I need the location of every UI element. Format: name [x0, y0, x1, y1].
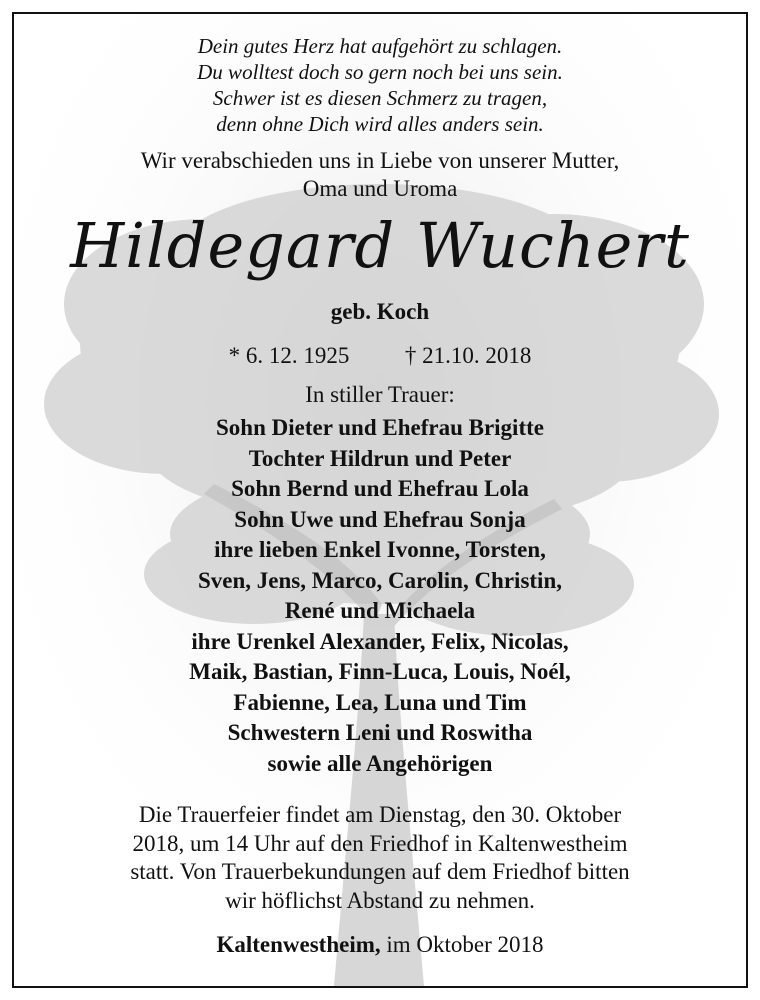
signature-line [14, 931, 746, 959]
mourning-heading: In stiller Trauer: [305, 382, 455, 407]
life-dates [14, 342, 746, 370]
obituary-notice [12, 12, 748, 988]
family-line: René und Michaela [284, 598, 476, 623]
funeral-info-line: Die Trauerfeier findet am Dienstag, den 30. Oktober [138, 802, 622, 827]
family-line: Sohn Uwe und Ehefrau Sonja [234, 506, 526, 532]
family-line: Sohn Dieter und Ehefrau Brigitte [216, 415, 544, 440]
poem-line: Dein gutes Herz hat aufgehört zu schlagen. [197, 34, 563, 58]
family-line: ihre lieben Enkel Ivonne, Torsten, [214, 537, 546, 562]
family-line: ihre Urenkel Alexander, Felix, Nicolas, [191, 628, 569, 654]
signature-date: im Oktober 2018 [386, 932, 544, 957]
intro-line: Oma und Uroma [302, 176, 458, 201]
poem-line: Schwer ist es diesen Schmerz zu tragen, [212, 86, 548, 110]
family-line: Maik, Bastian, Finn-Luca, Louis, Noél, [189, 659, 571, 684]
family-line: Fabienne, Lea, Luna und Tim [233, 689, 527, 715]
deceased-name: Hildegard Wuchert [70, 209, 690, 282]
family-line: Sven, Jens, Marco, Carolin, Christin, [198, 567, 562, 593]
intro-line: Wir verabschieden uns in Liebe von unserer Mutter, [140, 148, 620, 173]
funeral-info-line: wir höflichst Abstand zu nehmen. [225, 887, 535, 913]
family-line: Tochter Hildrun und Peter [248, 445, 512, 471]
poem-line: denn ohne Dich wird alles anders sein. [216, 112, 544, 136]
poem-line: Du wolltest doch so gern noch bei uns sein. [197, 60, 563, 84]
notice-content [14, 14, 746, 986]
funeral-info-line: 2018, um 14 Uhr auf den Friedhof in Kaltenwestheim [132, 830, 628, 856]
death-date: † 21.10. 2018 [404, 343, 532, 368]
family-line: Sohn Bernd und Ehefrau Lola [231, 476, 529, 501]
family-line: Schwestern Leni und Roswitha [227, 720, 533, 745]
family-line: sowie alle Angehörigen [267, 750, 493, 776]
signature-place: Kaltenwestheim, [216, 932, 381, 957]
birth-date: * 6. 12. 1925 [228, 343, 350, 368]
maiden-name: geb. Koch [330, 299, 430, 324]
funeral-info-line: statt. Von Trauerbekundungen auf dem Friedhof bitten [130, 859, 630, 884]
